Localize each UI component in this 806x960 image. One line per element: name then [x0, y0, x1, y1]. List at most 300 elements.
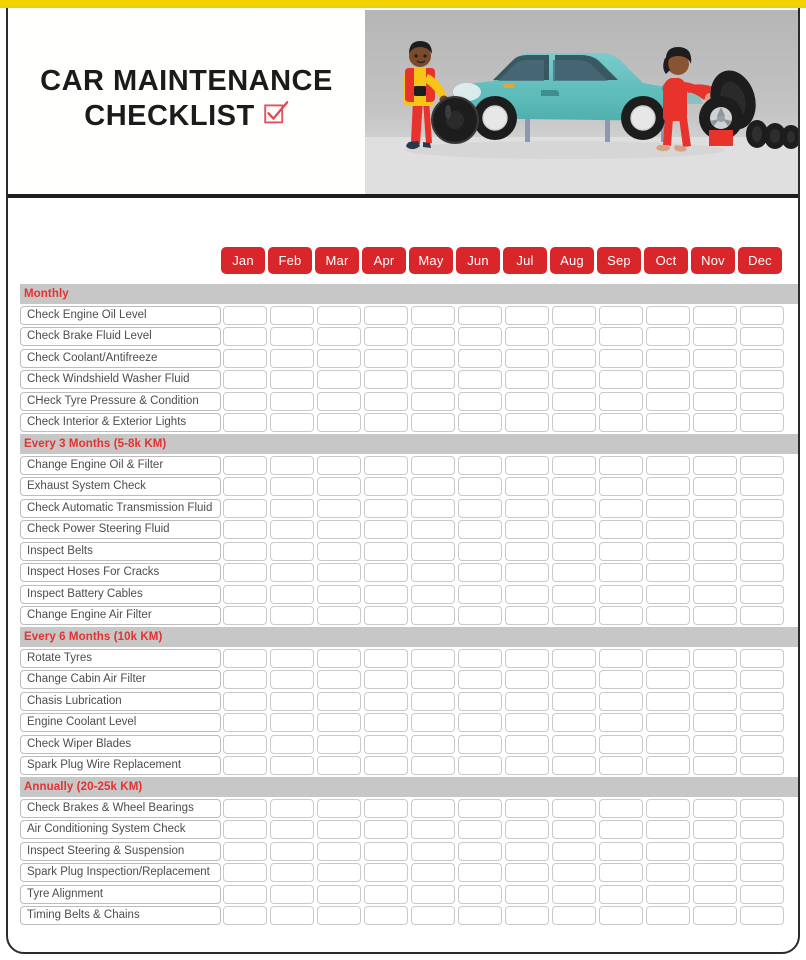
checkbox-cell-jan[interactable] — [223, 713, 267, 732]
month-header-nov[interactable]: Nov — [691, 247, 735, 274]
checkbox-cell-mar[interactable] — [317, 863, 361, 882]
checkbox-cell-apr[interactable] — [364, 477, 408, 496]
checkbox-cell-dec[interactable] — [740, 842, 784, 861]
checkbox-cell-jul[interactable] — [505, 713, 549, 732]
checkbox-cell-aug[interactable] — [552, 842, 596, 861]
checkbox-cell-jan[interactable] — [223, 349, 267, 368]
month-header-jun[interactable]: Jun — [456, 247, 500, 274]
checkbox-cell-aug[interactable] — [552, 349, 596, 368]
checkbox-cell-feb[interactable] — [270, 413, 314, 432]
checkbox-cell-dec[interactable] — [740, 713, 784, 732]
checkbox-cell-feb[interactable] — [270, 306, 314, 325]
checkbox-cell-nov[interactable] — [693, 649, 737, 668]
checkbox-cell-dec[interactable] — [740, 863, 784, 882]
checkbox-cell-oct[interactable] — [646, 735, 690, 754]
checkbox-cell-sep[interactable] — [599, 863, 643, 882]
checkbox-cell-jan[interactable] — [223, 477, 267, 496]
checkbox-cell-mar[interactable] — [317, 670, 361, 689]
checkbox-cell-may[interactable] — [411, 520, 455, 539]
checkbox-cell-apr[interactable] — [364, 606, 408, 625]
checkbox-cell-jun[interactable] — [458, 799, 502, 818]
checkbox-cell-may[interactable] — [411, 735, 455, 754]
checkbox-cell-jun[interactable] — [458, 606, 502, 625]
checkbox-cell-nov[interactable] — [693, 820, 737, 839]
checkbox-cell-aug[interactable] — [552, 456, 596, 475]
checkbox-cell-oct[interactable] — [646, 413, 690, 432]
checkbox-cell-mar[interactable] — [317, 820, 361, 839]
checkbox-cell-mar[interactable] — [317, 413, 361, 432]
checkbox-cell-jun[interactable] — [458, 885, 502, 904]
checkbox-cell-jul[interactable] — [505, 477, 549, 496]
checkbox-cell-jan[interactable] — [223, 563, 267, 582]
checkbox-cell-may[interactable] — [411, 327, 455, 346]
checkbox-cell-dec[interactable] — [740, 327, 784, 346]
checkbox-cell-aug[interactable] — [552, 585, 596, 604]
checkbox-cell-apr[interactable] — [364, 520, 408, 539]
checkbox-cell-feb[interactable] — [270, 799, 314, 818]
checkbox-cell-mar[interactable] — [317, 327, 361, 346]
checkbox-cell-dec[interactable] — [740, 735, 784, 754]
checkbox-cell-mar[interactable] — [317, 713, 361, 732]
checkbox-cell-mar[interactable] — [317, 692, 361, 711]
checkbox-cell-mar[interactable] — [317, 349, 361, 368]
month-header-jul[interactable]: Jul — [503, 247, 547, 274]
checkbox-cell-mar[interactable] — [317, 885, 361, 904]
checkbox-cell-nov[interactable] — [693, 692, 737, 711]
checkbox-cell-may[interactable] — [411, 692, 455, 711]
checkbox-cell-apr[interactable] — [364, 413, 408, 432]
checkbox-cell-feb[interactable] — [270, 585, 314, 604]
checkbox-cell-jan[interactable] — [223, 327, 267, 346]
checkbox-cell-jun[interactable] — [458, 863, 502, 882]
checkbox-cell-oct[interactable] — [646, 885, 690, 904]
checkbox-cell-jul[interactable] — [505, 349, 549, 368]
checkbox-cell-dec[interactable] — [740, 456, 784, 475]
checkbox-cell-jul[interactable] — [505, 692, 549, 711]
checkbox-cell-jun[interactable] — [458, 692, 502, 711]
checkbox-cell-dec[interactable] — [740, 477, 784, 496]
checkbox-cell-apr[interactable] — [364, 820, 408, 839]
checkbox-cell-jul[interactable] — [505, 456, 549, 475]
checkbox-cell-dec[interactable] — [740, 692, 784, 711]
month-header-sep[interactable]: Sep — [597, 247, 641, 274]
checkbox-cell-mar[interactable] — [317, 563, 361, 582]
checkbox-cell-dec[interactable] — [740, 542, 784, 561]
checkbox-cell-oct[interactable] — [646, 692, 690, 711]
checkbox-cell-jan[interactable] — [223, 606, 267, 625]
checkbox-cell-may[interactable] — [411, 906, 455, 925]
checkbox-cell-feb[interactable] — [270, 520, 314, 539]
checkbox-cell-apr[interactable] — [364, 842, 408, 861]
checkbox-cell-jun[interactable] — [458, 713, 502, 732]
checkbox-cell-jul[interactable] — [505, 606, 549, 625]
checkbox-cell-may[interactable] — [411, 413, 455, 432]
checkbox-cell-apr[interactable] — [364, 670, 408, 689]
checkbox-cell-jun[interactable] — [458, 842, 502, 861]
checkbox-cell-oct[interactable] — [646, 542, 690, 561]
checkbox-cell-jun[interactable] — [458, 542, 502, 561]
checkbox-cell-sep[interactable] — [599, 563, 643, 582]
checkbox-cell-feb[interactable] — [270, 863, 314, 882]
checkbox-cell-nov[interactable] — [693, 713, 737, 732]
checkbox-cell-feb[interactable] — [270, 820, 314, 839]
checkbox-cell-jan[interactable] — [223, 885, 267, 904]
checkbox-cell-mar[interactable] — [317, 735, 361, 754]
checkbox-cell-nov[interactable] — [693, 799, 737, 818]
checkbox-cell-jun[interactable] — [458, 349, 502, 368]
checkbox-cell-jul[interactable] — [505, 799, 549, 818]
checkbox-cell-aug[interactable] — [552, 863, 596, 882]
checkbox-cell-sep[interactable] — [599, 820, 643, 839]
checkbox-cell-jan[interactable] — [223, 456, 267, 475]
checkbox-cell-jan[interactable] — [223, 906, 267, 925]
checkbox-cell-jan[interactable] — [223, 649, 267, 668]
checkbox-cell-jun[interactable] — [458, 756, 502, 775]
checkbox-cell-aug[interactable] — [552, 756, 596, 775]
checkbox-cell-apr[interactable] — [364, 563, 408, 582]
checkbox-cell-nov[interactable] — [693, 563, 737, 582]
checkbox-cell-jun[interactable] — [458, 820, 502, 839]
checkbox-cell-nov[interactable] — [693, 477, 737, 496]
checkbox-cell-jul[interactable] — [505, 756, 549, 775]
checkbox-cell-jun[interactable] — [458, 306, 502, 325]
checkbox-cell-feb[interactable] — [270, 563, 314, 582]
checkbox-cell-oct[interactable] — [646, 306, 690, 325]
checkbox-cell-may[interactable] — [411, 756, 455, 775]
checkbox-cell-mar[interactable] — [317, 606, 361, 625]
checkbox-cell-aug[interactable] — [552, 606, 596, 625]
checkbox-cell-jul[interactable] — [505, 735, 549, 754]
checkbox-cell-nov[interactable] — [693, 842, 737, 861]
checkbox-cell-oct[interactable] — [646, 327, 690, 346]
checkbox-cell-aug[interactable] — [552, 327, 596, 346]
checkbox-cell-nov[interactable] — [693, 585, 737, 604]
checkbox-cell-nov[interactable] — [693, 606, 737, 625]
checkbox-cell-jul[interactable] — [505, 520, 549, 539]
checkbox-cell-nov[interactable] — [693, 520, 737, 539]
checkbox-cell-jul[interactable] — [505, 392, 549, 411]
checkbox-cell-sep[interactable] — [599, 799, 643, 818]
checkbox-cell-apr[interactable] — [364, 906, 408, 925]
checkbox-cell-jun[interactable] — [458, 456, 502, 475]
checkbox-cell-oct[interactable] — [646, 842, 690, 861]
checkbox-cell-feb[interactable] — [270, 713, 314, 732]
checkbox-cell-dec[interactable] — [740, 563, 784, 582]
checkbox-cell-oct[interactable] — [646, 606, 690, 625]
checkbox-cell-jul[interactable] — [505, 499, 549, 518]
checkbox-cell-aug[interactable] — [552, 692, 596, 711]
checkbox-cell-jul[interactable] — [505, 649, 549, 668]
checkbox-cell-jan[interactable] — [223, 370, 267, 389]
checkbox-cell-sep[interactable] — [599, 713, 643, 732]
checkbox-cell-aug[interactable] — [552, 820, 596, 839]
checkbox-cell-mar[interactable] — [317, 649, 361, 668]
checkbox-cell-jun[interactable] — [458, 520, 502, 539]
checkbox-cell-sep[interactable] — [599, 606, 643, 625]
checkbox-cell-jul[interactable] — [505, 306, 549, 325]
checkbox-cell-aug[interactable] — [552, 477, 596, 496]
checkbox-cell-mar[interactable] — [317, 756, 361, 775]
checkbox-cell-mar[interactable] — [317, 585, 361, 604]
checkbox-cell-may[interactable] — [411, 392, 455, 411]
checkbox-cell-aug[interactable] — [552, 520, 596, 539]
checkbox-cell-jul[interactable] — [505, 863, 549, 882]
checkbox-cell-aug[interactable] — [552, 799, 596, 818]
checkbox-cell-nov[interactable] — [693, 392, 737, 411]
checkbox-cell-may[interactable] — [411, 670, 455, 689]
checkbox-cell-jun[interactable] — [458, 370, 502, 389]
checkbox-cell-aug[interactable] — [552, 735, 596, 754]
checkbox-cell-nov[interactable] — [693, 499, 737, 518]
checkbox-cell-jul[interactable] — [505, 542, 549, 561]
checkbox-cell-dec[interactable] — [740, 606, 784, 625]
checkbox-cell-nov[interactable] — [693, 906, 737, 925]
checkbox-cell-nov[interactable] — [693, 349, 737, 368]
checkbox-cell-sep[interactable] — [599, 670, 643, 689]
checkbox-cell-may[interactable] — [411, 306, 455, 325]
checkbox-cell-apr[interactable] — [364, 499, 408, 518]
checkbox-cell-sep[interactable] — [599, 413, 643, 432]
checkbox-cell-jun[interactable] — [458, 649, 502, 668]
month-header-may[interactable]: May — [409, 247, 453, 274]
checkbox-cell-jun[interactable] — [458, 477, 502, 496]
checkbox-cell-jan[interactable] — [223, 520, 267, 539]
checkbox-cell-sep[interactable] — [599, 692, 643, 711]
checkbox-cell-sep[interactable] — [599, 649, 643, 668]
checkbox-cell-dec[interactable] — [740, 585, 784, 604]
month-header-feb[interactable]: Feb — [268, 247, 312, 274]
checkbox-cell-feb[interactable] — [270, 542, 314, 561]
checkbox-cell-apr[interactable] — [364, 735, 408, 754]
checkbox-cell-may[interactable] — [411, 585, 455, 604]
checkbox-cell-jul[interactable] — [505, 563, 549, 582]
checkbox-cell-oct[interactable] — [646, 456, 690, 475]
checkbox-cell-aug[interactable] — [552, 413, 596, 432]
checkbox-cell-mar[interactable] — [317, 499, 361, 518]
checkbox-cell-apr[interactable] — [364, 799, 408, 818]
checkbox-cell-may[interactable] — [411, 713, 455, 732]
checkbox-cell-aug[interactable] — [552, 370, 596, 389]
checkbox-cell-sep[interactable] — [599, 477, 643, 496]
checkbox-cell-apr[interactable] — [364, 756, 408, 775]
checkbox-cell-sep[interactable] — [599, 327, 643, 346]
checkbox-cell-aug[interactable] — [552, 499, 596, 518]
checkbox-cell-apr[interactable] — [364, 370, 408, 389]
checkbox-cell-aug[interactable] — [552, 392, 596, 411]
checkbox-cell-may[interactable] — [411, 542, 455, 561]
checkbox-cell-nov[interactable] — [693, 413, 737, 432]
checkbox-cell-may[interactable] — [411, 885, 455, 904]
checkbox-cell-may[interactable] — [411, 456, 455, 475]
checkbox-cell-may[interactable] — [411, 799, 455, 818]
checkbox-cell-oct[interactable] — [646, 392, 690, 411]
checkbox-cell-feb[interactable] — [270, 370, 314, 389]
checkbox-cell-oct[interactable] — [646, 649, 690, 668]
checkbox-cell-jun[interactable] — [458, 563, 502, 582]
checkbox-cell-sep[interactable] — [599, 756, 643, 775]
checkbox-cell-oct[interactable] — [646, 713, 690, 732]
checkbox-cell-nov[interactable] — [693, 863, 737, 882]
checkbox-cell-oct[interactable] — [646, 585, 690, 604]
checkbox-cell-aug[interactable] — [552, 542, 596, 561]
checkbox-cell-aug[interactable] — [552, 563, 596, 582]
checkbox-cell-jan[interactable] — [223, 863, 267, 882]
checkbox-cell-feb[interactable] — [270, 606, 314, 625]
checkbox-cell-jun[interactable] — [458, 906, 502, 925]
checkbox-cell-may[interactable] — [411, 649, 455, 668]
month-header-apr[interactable]: Apr — [362, 247, 406, 274]
checkbox-cell-mar[interactable] — [317, 392, 361, 411]
checkbox-cell-sep[interactable] — [599, 885, 643, 904]
checkbox-cell-aug[interactable] — [552, 306, 596, 325]
checkbox-cell-nov[interactable] — [693, 327, 737, 346]
checkbox-cell-jun[interactable] — [458, 670, 502, 689]
checkbox-cell-may[interactable] — [411, 820, 455, 839]
checkbox-cell-dec[interactable] — [740, 370, 784, 389]
checkbox-cell-apr[interactable] — [364, 649, 408, 668]
checkbox-cell-oct[interactable] — [646, 756, 690, 775]
checkbox-cell-sep[interactable] — [599, 499, 643, 518]
month-header-oct[interactable]: Oct — [644, 247, 688, 274]
checkbox-cell-jan[interactable] — [223, 735, 267, 754]
checkbox-cell-jan[interactable] — [223, 756, 267, 775]
checkbox-cell-dec[interactable] — [740, 885, 784, 904]
checkbox-cell-mar[interactable] — [317, 520, 361, 539]
checkbox-cell-oct[interactable] — [646, 863, 690, 882]
checkbox-cell-feb[interactable] — [270, 735, 314, 754]
checkbox-cell-jun[interactable] — [458, 585, 502, 604]
checkbox-cell-may[interactable] — [411, 477, 455, 496]
checkbox-cell-apr[interactable] — [364, 327, 408, 346]
checkbox-cell-jul[interactable] — [505, 906, 549, 925]
checkbox-cell-oct[interactable] — [646, 499, 690, 518]
checkbox-cell-mar[interactable] — [317, 906, 361, 925]
checkbox-cell-feb[interactable] — [270, 670, 314, 689]
checkbox-cell-jan[interactable] — [223, 820, 267, 839]
checkbox-cell-apr[interactable] — [364, 456, 408, 475]
checkbox-cell-mar[interactable] — [317, 799, 361, 818]
checkbox-cell-feb[interactable] — [270, 756, 314, 775]
checkbox-cell-feb[interactable] — [270, 349, 314, 368]
checkbox-cell-dec[interactable] — [740, 349, 784, 368]
checkbox-cell-feb[interactable] — [270, 649, 314, 668]
checkbox-cell-sep[interactable] — [599, 370, 643, 389]
checkbox-cell-dec[interactable] — [740, 799, 784, 818]
checkbox-cell-dec[interactable] — [740, 670, 784, 689]
checkbox-cell-dec[interactable] — [740, 520, 784, 539]
checkbox-cell-feb[interactable] — [270, 327, 314, 346]
checkbox-cell-aug[interactable] — [552, 670, 596, 689]
checkbox-cell-sep[interactable] — [599, 456, 643, 475]
checkbox-cell-jan[interactable] — [223, 692, 267, 711]
checkbox-cell-apr[interactable] — [364, 306, 408, 325]
month-header-dec[interactable]: Dec — [738, 247, 782, 274]
checkbox-cell-dec[interactable] — [740, 306, 784, 325]
checkbox-cell-sep[interactable] — [599, 392, 643, 411]
checkbox-cell-aug[interactable] — [552, 906, 596, 925]
checkbox-cell-may[interactable] — [411, 499, 455, 518]
checkbox-cell-feb[interactable] — [270, 842, 314, 861]
checkbox-cell-oct[interactable] — [646, 477, 690, 496]
checkbox-cell-aug[interactable] — [552, 885, 596, 904]
checkbox-cell-sep[interactable] — [599, 906, 643, 925]
checkbox-cell-apr[interactable] — [364, 885, 408, 904]
checkbox-cell-dec[interactable] — [740, 499, 784, 518]
checkbox-cell-nov[interactable] — [693, 370, 737, 389]
checkbox-cell-may[interactable] — [411, 349, 455, 368]
checkbox-cell-oct[interactable] — [646, 670, 690, 689]
checkbox-cell-nov[interactable] — [693, 735, 737, 754]
month-header-aug[interactable]: Aug — [550, 247, 594, 274]
checkbox-cell-jun[interactable] — [458, 735, 502, 754]
checkbox-cell-jul[interactable] — [505, 842, 549, 861]
checkbox-cell-sep[interactable] — [599, 842, 643, 861]
checkbox-cell-feb[interactable] — [270, 392, 314, 411]
checkbox-cell-oct[interactable] — [646, 820, 690, 839]
checkbox-cell-jan[interactable] — [223, 499, 267, 518]
checkbox-cell-sep[interactable] — [599, 306, 643, 325]
checkbox-cell-feb[interactable] — [270, 456, 314, 475]
checkbox-cell-nov[interactable] — [693, 756, 737, 775]
checkbox-cell-jul[interactable] — [505, 370, 549, 389]
checkbox-cell-jan[interactable] — [223, 542, 267, 561]
checkbox-cell-oct[interactable] — [646, 906, 690, 925]
checkbox-cell-oct[interactable] — [646, 799, 690, 818]
checkbox-cell-apr[interactable] — [364, 692, 408, 711]
checkbox-cell-feb[interactable] — [270, 692, 314, 711]
checkbox-cell-jul[interactable] — [505, 885, 549, 904]
checkbox-cell-oct[interactable] — [646, 563, 690, 582]
checkbox-cell-apr[interactable] — [364, 349, 408, 368]
checkbox-cell-nov[interactable] — [693, 885, 737, 904]
checkbox-cell-jun[interactable] — [458, 327, 502, 346]
checkbox-cell-may[interactable] — [411, 370, 455, 389]
checkbox-cell-jan[interactable] — [223, 413, 267, 432]
checkbox-cell-sep[interactable] — [599, 542, 643, 561]
checkbox-cell-sep[interactable] — [599, 520, 643, 539]
checkbox-cell-nov[interactable] — [693, 542, 737, 561]
checkbox-cell-jun[interactable] — [458, 392, 502, 411]
checkbox-cell-jul[interactable] — [505, 327, 549, 346]
checkbox-cell-jul[interactable] — [505, 585, 549, 604]
checkbox-cell-mar[interactable] — [317, 306, 361, 325]
checkbox-cell-jan[interactable] — [223, 585, 267, 604]
checkbox-cell-feb[interactable] — [270, 885, 314, 904]
checkbox-cell-jan[interactable] — [223, 392, 267, 411]
checkbox-cell-oct[interactable] — [646, 520, 690, 539]
checkbox-cell-jan[interactable] — [223, 799, 267, 818]
checkbox-cell-may[interactable] — [411, 863, 455, 882]
month-header-jan[interactable]: Jan — [221, 247, 265, 274]
checkbox-cell-apr[interactable] — [364, 863, 408, 882]
checkbox-cell-feb[interactable] — [270, 906, 314, 925]
checkbox-cell-jun[interactable] — [458, 499, 502, 518]
checkbox-cell-jan[interactable] — [223, 306, 267, 325]
checkbox-cell-nov[interactable] — [693, 456, 737, 475]
checkbox-cell-oct[interactable] — [646, 370, 690, 389]
checkbox-cell-may[interactable] — [411, 606, 455, 625]
checkbox-cell-mar[interactable] — [317, 456, 361, 475]
checkbox-cell-may[interactable] — [411, 563, 455, 582]
checkbox-cell-nov[interactable] — [693, 306, 737, 325]
checkbox-cell-feb[interactable] — [270, 499, 314, 518]
checkbox-cell-aug[interactable] — [552, 649, 596, 668]
checkbox-cell-jul[interactable] — [505, 413, 549, 432]
checkbox-cell-apr[interactable] — [364, 713, 408, 732]
checkbox-cell-jul[interactable] — [505, 670, 549, 689]
month-header-mar[interactable]: Mar — [315, 247, 359, 274]
checkbox-cell-dec[interactable] — [740, 820, 784, 839]
